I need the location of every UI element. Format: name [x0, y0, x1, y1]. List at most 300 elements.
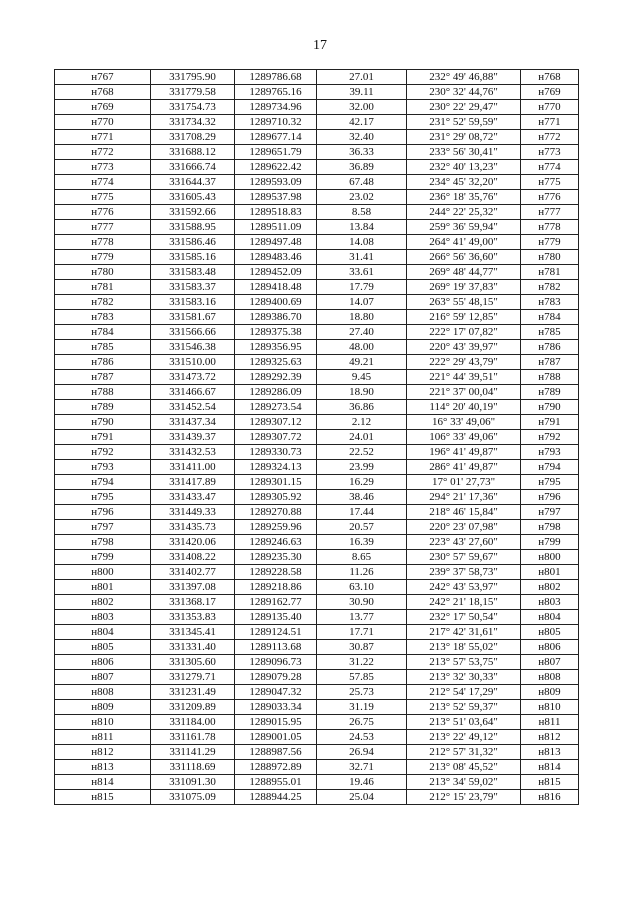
- bearing-cell: 230° 57' 59,67": [407, 550, 521, 565]
- next-point-cell: н791: [521, 415, 579, 430]
- table-row: [55, 235, 579, 250]
- bearing-cell: 220° 43' 39,97": [407, 340, 521, 355]
- x-coordinate-cell: 331353.83: [151, 610, 235, 625]
- distance-cell: 8.65: [317, 550, 407, 565]
- distance-cell: 23.99: [317, 460, 407, 475]
- bearing-cell: 223° 43' 27,60": [407, 535, 521, 550]
- table-row: [55, 190, 579, 205]
- distance-cell: 13.84: [317, 220, 407, 235]
- next-point-cell: н773: [521, 145, 579, 160]
- point-id-cell: н774: [55, 175, 151, 190]
- next-point-cell: н795: [521, 475, 579, 490]
- next-point-cell: н806: [521, 640, 579, 655]
- table-row: [55, 370, 579, 385]
- bearing-cell: 213° 18' 55,02": [407, 640, 521, 655]
- x-coordinate-cell: 331091.30: [151, 775, 235, 790]
- y-coordinate-cell: 1289273.54: [235, 400, 317, 415]
- distance-cell: 38.46: [317, 490, 407, 505]
- y-coordinate-cell: 1289079.28: [235, 670, 317, 685]
- next-point-cell: н786: [521, 340, 579, 355]
- bearing-cell: 106° 33' 49,06": [407, 430, 521, 445]
- table-row: [55, 85, 579, 100]
- point-id-cell: н789: [55, 400, 151, 415]
- distance-cell: 25.73: [317, 685, 407, 700]
- y-coordinate-cell: 1289235.30: [235, 550, 317, 565]
- y-coordinate-cell: 1289330.73: [235, 445, 317, 460]
- bearing-cell: 294° 21' 17,36": [407, 490, 521, 505]
- bearing-cell: 230° 32' 44,76": [407, 85, 521, 100]
- y-coordinate-cell: 1289452.09: [235, 265, 317, 280]
- x-coordinate-cell: 331397.08: [151, 580, 235, 595]
- y-coordinate-cell: 1289305.92: [235, 490, 317, 505]
- next-point-cell: н781: [521, 265, 579, 280]
- bearing-cell: 259° 36' 59,94": [407, 220, 521, 235]
- point-id-cell: н775: [55, 190, 151, 205]
- x-coordinate-cell: 331734.32: [151, 115, 235, 130]
- bearing-cell: 213° 22' 49,12": [407, 730, 521, 745]
- table-row: [55, 550, 579, 565]
- x-coordinate-cell: 331305.60: [151, 655, 235, 670]
- distance-cell: 27.40: [317, 325, 407, 340]
- next-point-cell: н812: [521, 730, 579, 745]
- x-coordinate-cell: 331141.29: [151, 745, 235, 760]
- next-point-cell: н814: [521, 760, 579, 775]
- bearing-cell: 213° 34' 59,02": [407, 775, 521, 790]
- distance-cell: 24.53: [317, 730, 407, 745]
- table-row: [55, 595, 579, 610]
- point-id-cell: н814: [55, 775, 151, 790]
- table-row: [55, 280, 579, 295]
- x-coordinate-cell: 331417.89: [151, 475, 235, 490]
- bearing-cell: 216° 59' 12,85": [407, 310, 521, 325]
- bearing-cell: 264° 41' 49,00": [407, 235, 521, 250]
- next-point-cell: н810: [521, 700, 579, 715]
- y-coordinate-cell: 1289710.32: [235, 115, 317, 130]
- next-point-cell: н811: [521, 715, 579, 730]
- next-point-cell: н784: [521, 310, 579, 325]
- table-row: [55, 505, 579, 520]
- table-row: [55, 415, 579, 430]
- x-coordinate-cell: 331432.53: [151, 445, 235, 460]
- next-point-cell: н775: [521, 175, 579, 190]
- distance-cell: 23.02: [317, 190, 407, 205]
- table-row: [55, 685, 579, 700]
- bearing-cell: 221° 44' 39,51": [407, 370, 521, 385]
- y-coordinate-cell: 1289511.09: [235, 220, 317, 235]
- table-row: [55, 70, 579, 85]
- y-coordinate-cell: 1289483.46: [235, 250, 317, 265]
- x-coordinate-cell: 331583.48: [151, 265, 235, 280]
- y-coordinate-cell: 1289677.14: [235, 130, 317, 145]
- point-id-cell: н771: [55, 130, 151, 145]
- x-coordinate-cell: 331209.89: [151, 700, 235, 715]
- table-row: [55, 175, 579, 190]
- x-coordinate-cell: 331439.37: [151, 430, 235, 445]
- distance-cell: 2.12: [317, 415, 407, 430]
- x-coordinate-cell: 331546.38: [151, 340, 235, 355]
- y-coordinate-cell: 1288955.01: [235, 775, 317, 790]
- y-coordinate-cell: 1288944.25: [235, 790, 317, 805]
- x-coordinate-cell: 331666.74: [151, 160, 235, 175]
- point-id-cell: н802: [55, 595, 151, 610]
- table-row: [55, 565, 579, 580]
- table-row: [55, 775, 579, 790]
- table-row: [55, 790, 579, 805]
- distance-cell: 8.58: [317, 205, 407, 220]
- x-coordinate-cell: 331331.40: [151, 640, 235, 655]
- point-id-cell: н805: [55, 640, 151, 655]
- table-row: [55, 640, 579, 655]
- distance-cell: 31.19: [317, 700, 407, 715]
- bearing-cell: 232° 17' 50,54": [407, 610, 521, 625]
- next-point-cell: н774: [521, 160, 579, 175]
- next-point-cell: н777: [521, 205, 579, 220]
- next-point-cell: н807: [521, 655, 579, 670]
- y-coordinate-cell: 1289259.96: [235, 520, 317, 535]
- x-coordinate-cell: 331688.12: [151, 145, 235, 160]
- y-coordinate-cell: 1289356.95: [235, 340, 317, 355]
- y-coordinate-cell: 1289033.34: [235, 700, 317, 715]
- y-coordinate-cell: 1289162.77: [235, 595, 317, 610]
- point-id-cell: н811: [55, 730, 151, 745]
- y-coordinate-cell: 1289537.98: [235, 190, 317, 205]
- next-point-cell: н793: [521, 445, 579, 460]
- point-id-cell: н773: [55, 160, 151, 175]
- distance-cell: 32.00: [317, 100, 407, 115]
- y-coordinate-cell: 1289786.68: [235, 70, 317, 85]
- x-coordinate-cell: 331433.47: [151, 490, 235, 505]
- y-coordinate-cell: 1289325.63: [235, 355, 317, 370]
- x-coordinate-cell: 331075.09: [151, 790, 235, 805]
- x-coordinate-cell: 331473.72: [151, 370, 235, 385]
- distance-cell: 17.44: [317, 505, 407, 520]
- x-coordinate-cell: 331452.54: [151, 400, 235, 415]
- point-id-cell: н778: [55, 235, 151, 250]
- x-coordinate-cell: 331585.16: [151, 250, 235, 265]
- next-point-cell: н816: [521, 790, 579, 805]
- next-point-cell: н771: [521, 115, 579, 130]
- table-row: [55, 700, 579, 715]
- table-row: [55, 445, 579, 460]
- y-coordinate-cell: 1289400.69: [235, 295, 317, 310]
- table-row: [55, 385, 579, 400]
- x-coordinate-cell: 331184.00: [151, 715, 235, 730]
- table-row: [55, 340, 579, 355]
- next-point-cell: н770: [521, 100, 579, 115]
- bearing-cell: 231° 52' 59,59": [407, 115, 521, 130]
- distance-cell: 26.94: [317, 745, 407, 760]
- bearing-cell: 266° 56' 36,60": [407, 250, 521, 265]
- x-coordinate-cell: 331345.41: [151, 625, 235, 640]
- y-coordinate-cell: 1288972.89: [235, 760, 317, 775]
- bearing-cell: 220° 23' 07,98": [407, 520, 521, 535]
- distance-cell: 13.77: [317, 610, 407, 625]
- point-id-cell: н793: [55, 460, 151, 475]
- x-coordinate-cell: 331437.34: [151, 415, 235, 430]
- distance-cell: 22.52: [317, 445, 407, 460]
- y-coordinate-cell: 1289307.72: [235, 430, 317, 445]
- next-point-cell: н815: [521, 775, 579, 790]
- next-point-cell: н776: [521, 190, 579, 205]
- y-coordinate-cell: 1289015.95: [235, 715, 317, 730]
- distance-cell: 16.29: [317, 475, 407, 490]
- x-coordinate-cell: 331368.17: [151, 595, 235, 610]
- y-coordinate-cell: 1289375.38: [235, 325, 317, 340]
- point-id-cell: н813: [55, 760, 151, 775]
- x-coordinate-cell: 331449.33: [151, 505, 235, 520]
- x-coordinate-cell: 331754.73: [151, 100, 235, 115]
- x-coordinate-cell: 331466.67: [151, 385, 235, 400]
- next-point-cell: н787: [521, 355, 579, 370]
- bearing-cell: 213° 52' 59,37": [407, 700, 521, 715]
- table-row: [55, 475, 579, 490]
- point-id-cell: н795: [55, 490, 151, 505]
- table-row: [55, 670, 579, 685]
- x-coordinate-cell: 331420.06: [151, 535, 235, 550]
- y-coordinate-cell: 1289246.63: [235, 535, 317, 550]
- next-point-cell: н801: [521, 565, 579, 580]
- x-coordinate-cell: 331583.16: [151, 295, 235, 310]
- point-id-cell: н790: [55, 415, 151, 430]
- distance-cell: 32.40: [317, 130, 407, 145]
- table-row: [55, 265, 579, 280]
- page-number: 17: [313, 38, 327, 53]
- bearing-cell: 213° 51' 03,64": [407, 715, 521, 730]
- next-point-cell: н780: [521, 250, 579, 265]
- next-point-cell: н783: [521, 295, 579, 310]
- x-coordinate-cell: 331583.37: [151, 280, 235, 295]
- next-point-cell: н808: [521, 670, 579, 685]
- coordinates-table: [54, 69, 579, 805]
- next-point-cell: н797: [521, 505, 579, 520]
- x-coordinate-cell: 331510.00: [151, 355, 235, 370]
- bearing-cell: 269° 48' 44,77": [407, 265, 521, 280]
- distance-cell: 30.87: [317, 640, 407, 655]
- next-point-cell: н789: [521, 385, 579, 400]
- point-id-cell: н815: [55, 790, 151, 805]
- next-point-cell: н788: [521, 370, 579, 385]
- x-coordinate-cell: 331779.58: [151, 85, 235, 100]
- y-coordinate-cell: 1289113.68: [235, 640, 317, 655]
- next-point-cell: н796: [521, 490, 579, 505]
- bearing-cell: 234° 45' 32,20": [407, 175, 521, 190]
- point-id-cell: н788: [55, 385, 151, 400]
- next-point-cell: н768: [521, 70, 579, 85]
- distance-cell: 17.71: [317, 625, 407, 640]
- point-id-cell: н806: [55, 655, 151, 670]
- next-point-cell: н782: [521, 280, 579, 295]
- bearing-cell: 114° 20' 40,19": [407, 400, 521, 415]
- x-coordinate-cell: 331402.77: [151, 565, 235, 580]
- table-row: [55, 760, 579, 775]
- y-coordinate-cell: 1289001.05: [235, 730, 317, 745]
- bearing-cell: 196° 41' 49,87": [407, 445, 521, 460]
- point-id-cell: н812: [55, 745, 151, 760]
- distance-cell: 31.22: [317, 655, 407, 670]
- x-coordinate-cell: 331586.46: [151, 235, 235, 250]
- point-id-cell: н770: [55, 115, 151, 130]
- table-row: [55, 460, 579, 475]
- bearing-cell: 222° 29' 43,79": [407, 355, 521, 370]
- next-point-cell: н803: [521, 595, 579, 610]
- bearing-cell: 17° 01' 27,73": [407, 475, 521, 490]
- point-id-cell: н768: [55, 85, 151, 100]
- distance-cell: 20.57: [317, 520, 407, 535]
- y-coordinate-cell: 1289270.88: [235, 505, 317, 520]
- table-row: [55, 115, 579, 130]
- table-row: [55, 205, 579, 220]
- distance-cell: 30.90: [317, 595, 407, 610]
- x-coordinate-cell: 331411.00: [151, 460, 235, 475]
- point-id-cell: н784: [55, 325, 151, 340]
- table-row: [55, 220, 579, 235]
- distance-cell: 42.17: [317, 115, 407, 130]
- y-coordinate-cell: 1289301.15: [235, 475, 317, 490]
- distance-cell: 25.04: [317, 790, 407, 805]
- y-coordinate-cell: 1289047.32: [235, 685, 317, 700]
- point-id-cell: н803: [55, 610, 151, 625]
- next-point-cell: н790: [521, 400, 579, 415]
- next-point-cell: н772: [521, 130, 579, 145]
- table-row: [55, 160, 579, 175]
- x-coordinate-cell: 331161.78: [151, 730, 235, 745]
- table-row: [55, 745, 579, 760]
- distance-cell: 31.41: [317, 250, 407, 265]
- point-id-cell: н785: [55, 340, 151, 355]
- distance-cell: 36.33: [317, 145, 407, 160]
- distance-cell: 32.71: [317, 760, 407, 775]
- y-coordinate-cell: 1289307.12: [235, 415, 317, 430]
- table-row: [55, 625, 579, 640]
- point-id-cell: н777: [55, 220, 151, 235]
- y-coordinate-cell: 1289593.09: [235, 175, 317, 190]
- next-point-cell: н813: [521, 745, 579, 760]
- distance-cell: 14.08: [317, 235, 407, 250]
- point-id-cell: н767: [55, 70, 151, 85]
- bearing-cell: 213° 08' 45,52": [407, 760, 521, 775]
- point-id-cell: н782: [55, 295, 151, 310]
- table-row: [55, 715, 579, 730]
- distance-cell: 9.45: [317, 370, 407, 385]
- x-coordinate-cell: 331118.69: [151, 760, 235, 775]
- x-coordinate-cell: 331279.71: [151, 670, 235, 685]
- distance-cell: 63.10: [317, 580, 407, 595]
- table-row: [55, 295, 579, 310]
- point-id-cell: н772: [55, 145, 151, 160]
- distance-cell: 49.21: [317, 355, 407, 370]
- bearing-cell: 222° 17' 07,82": [407, 325, 521, 340]
- point-id-cell: н797: [55, 520, 151, 535]
- y-coordinate-cell: 1289418.48: [235, 280, 317, 295]
- point-id-cell: н787: [55, 370, 151, 385]
- bearing-cell: 286° 41' 49,87": [407, 460, 521, 475]
- x-coordinate-cell: 331592.66: [151, 205, 235, 220]
- distance-cell: 36.86: [317, 400, 407, 415]
- next-point-cell: н785: [521, 325, 579, 340]
- bearing-cell: 244° 22' 25,32": [407, 205, 521, 220]
- bearing-cell: 233° 56' 30,41": [407, 145, 521, 160]
- x-coordinate-cell: 331588.95: [151, 220, 235, 235]
- distance-cell: 36.89: [317, 160, 407, 175]
- table-row: [55, 430, 579, 445]
- bearing-cell: 232° 40' 13,23": [407, 160, 521, 175]
- distance-cell: 67.48: [317, 175, 407, 190]
- bearing-cell: 16° 33' 49,06": [407, 415, 521, 430]
- distance-cell: 14.07: [317, 295, 407, 310]
- point-id-cell: н809: [55, 700, 151, 715]
- next-point-cell: н779: [521, 235, 579, 250]
- y-coordinate-cell: 1289622.42: [235, 160, 317, 175]
- bearing-cell: 217° 42' 31,61": [407, 625, 521, 640]
- y-coordinate-cell: 1289765.16: [235, 85, 317, 100]
- bearing-cell: 212° 57' 31,32": [407, 745, 521, 760]
- bearing-cell: 269° 19' 37,83": [407, 280, 521, 295]
- next-point-cell: н799: [521, 535, 579, 550]
- y-coordinate-cell: 1289734.96: [235, 100, 317, 115]
- next-point-cell: н778: [521, 220, 579, 235]
- table-row: [55, 580, 579, 595]
- bearing-cell: 232° 49' 46,88": [407, 70, 521, 85]
- x-coordinate-cell: 331435.73: [151, 520, 235, 535]
- point-id-cell: н810: [55, 715, 151, 730]
- x-coordinate-cell: 331408.22: [151, 550, 235, 565]
- table-row: [55, 310, 579, 325]
- distance-cell: 27.01: [317, 70, 407, 85]
- distance-cell: 16.39: [317, 535, 407, 550]
- point-id-cell: н799: [55, 550, 151, 565]
- y-coordinate-cell: 1289292.39: [235, 370, 317, 385]
- x-coordinate-cell: 331795.90: [151, 70, 235, 85]
- distance-cell: 39.11: [317, 85, 407, 100]
- y-coordinate-cell: 1289096.73: [235, 655, 317, 670]
- table-row: [55, 130, 579, 145]
- point-id-cell: н781: [55, 280, 151, 295]
- y-coordinate-cell: 1289651.79: [235, 145, 317, 160]
- distance-cell: 48.00: [317, 340, 407, 355]
- bearing-cell: 242° 21' 18,15": [407, 595, 521, 610]
- y-coordinate-cell: 1289497.48: [235, 235, 317, 250]
- x-coordinate-cell: 331644.37: [151, 175, 235, 190]
- distance-cell: 11.26: [317, 565, 407, 580]
- y-coordinate-cell: 1289218.86: [235, 580, 317, 595]
- bearing-cell: 230° 22' 29,47": [407, 100, 521, 115]
- point-id-cell: н798: [55, 535, 151, 550]
- next-point-cell: н809: [521, 685, 579, 700]
- bearing-cell: 213° 57' 53,75": [407, 655, 521, 670]
- point-id-cell: н800: [55, 565, 151, 580]
- point-id-cell: н801: [55, 580, 151, 595]
- point-id-cell: н769: [55, 100, 151, 115]
- x-coordinate-cell: 331708.29: [151, 130, 235, 145]
- distance-cell: 18.80: [317, 310, 407, 325]
- y-coordinate-cell: 1289286.09: [235, 385, 317, 400]
- point-id-cell: н780: [55, 265, 151, 280]
- point-id-cell: н792: [55, 445, 151, 460]
- y-coordinate-cell: 1288987.56: [235, 745, 317, 760]
- point-id-cell: н791: [55, 430, 151, 445]
- point-id-cell: н804: [55, 625, 151, 640]
- table-row: [55, 610, 579, 625]
- bearing-cell: 213° 32' 30,33": [407, 670, 521, 685]
- table-row: [55, 250, 579, 265]
- bearing-cell: 212° 54' 17,29": [407, 685, 521, 700]
- table-row: [55, 655, 579, 670]
- distance-cell: 19.46: [317, 775, 407, 790]
- bearing-cell: 239° 37' 58,73": [407, 565, 521, 580]
- next-point-cell: н804: [521, 610, 579, 625]
- bearing-cell: 212° 15' 23,79": [407, 790, 521, 805]
- table-row: [55, 535, 579, 550]
